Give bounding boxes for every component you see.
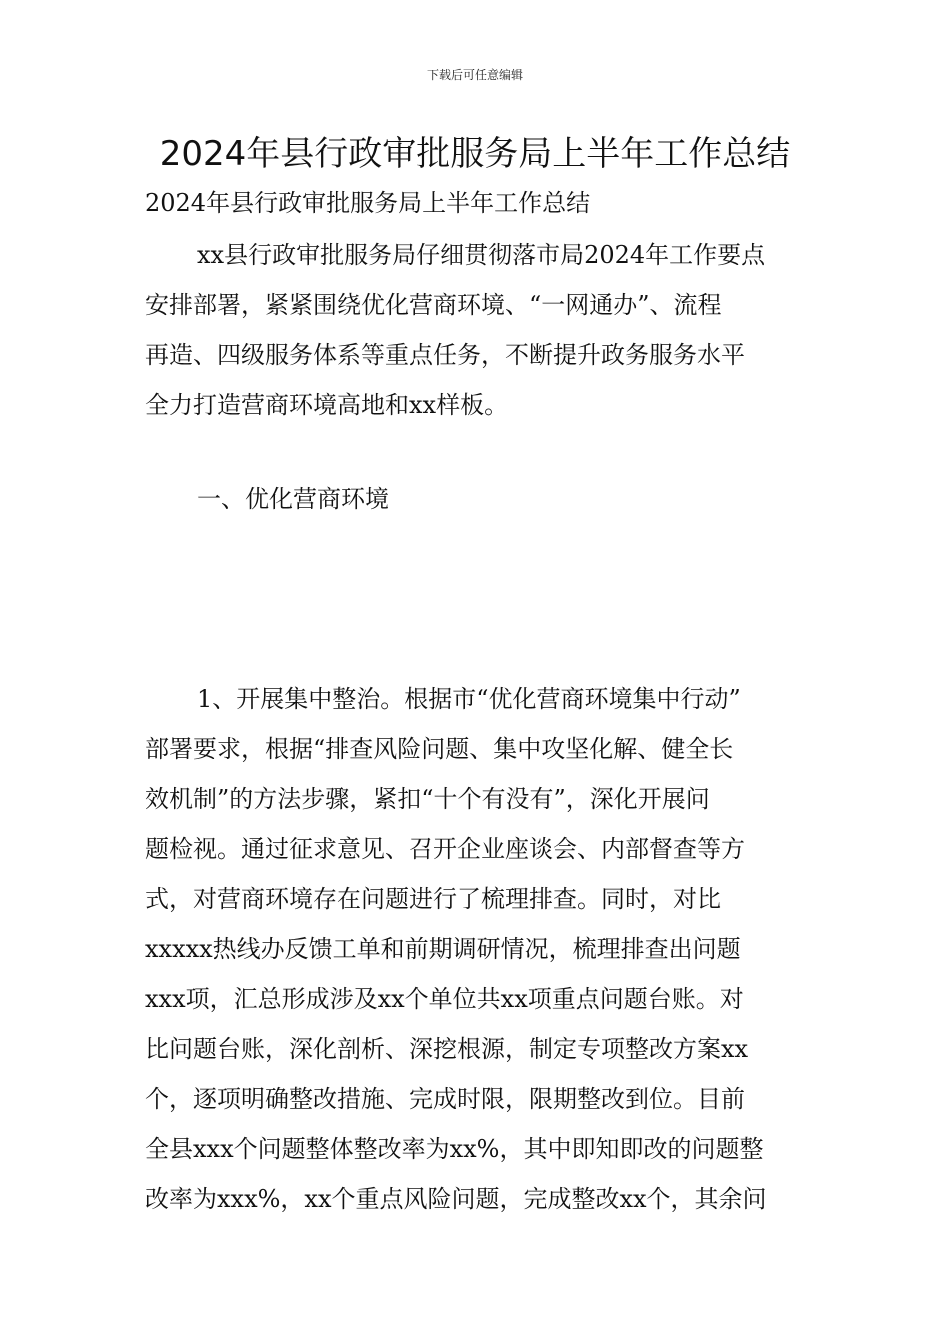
- paragraph-line: xxxxx热线办反馈工单和前期调研情况，梳理排查出问题: [145, 935, 741, 963]
- paragraph-line: xxx项，汇总形成涉及xx个单位共xx项重点问题台账。对: [145, 985, 744, 1013]
- paragraph-line: 个，逐项明确整改措施、完成时限，限期整改到位。目前: [145, 1085, 745, 1113]
- document-subtitle: 2024年县行政审批服务局上半年工作总结: [145, 189, 591, 217]
- section-heading-1: [145, 474, 810, 524]
- intro-line: xx县行政审批服务局仔细贯彻落市局2024年工作要点: [197, 241, 766, 269]
- intro-line: 全力打造营商环境高地和xx样板。: [145, 391, 509, 419]
- body-paragraph-1: [145, 674, 810, 1224]
- paragraph-line: 全县xxx个问题整体整改率为xx%，其中即知即改的问题整: [145, 1135, 764, 1163]
- intro-line: 安排部署，紧紧围绕优化营商环境、“一网通办”、流程: [145, 291, 722, 319]
- intro-paragraph: [145, 230, 810, 430]
- section-heading-text: 一、优化营商环境: [197, 485, 389, 513]
- intro-line: 再造、四级服务体系等重点任务，不断提升政务服务水平: [145, 341, 745, 369]
- document-title: 2024年县行政审批服务局上半年工作总结: [159, 134, 791, 174]
- header-note: 下载后可任意编辑: [426, 68, 523, 82]
- paragraph-line: 改率为xxx%，xx个重点风险问题，完成整改xx个，其余问: [145, 1185, 767, 1213]
- paragraph-line: 比问题台账，深化剖析、深挖根源，制定专项整改方案xx: [145, 1035, 749, 1063]
- paragraph-line: 部署要求，根据“排查风险问题、集中攻坚化解、健全长: [145, 735, 734, 763]
- paragraph-line: 1、开展集中整治。根据市“优化营商环境集中行动”: [197, 685, 741, 713]
- paragraph-line: 效机制”的方法步骤，紧扣“十个有没有”，深化开展问: [145, 785, 710, 813]
- paragraph-line: 题检视。通过征求意见、召开企业座谈会、内部督查等方: [145, 835, 745, 863]
- paragraph-line: 式，对营商环境存在问题进行了梳理排查。同时，对比: [145, 885, 721, 913]
